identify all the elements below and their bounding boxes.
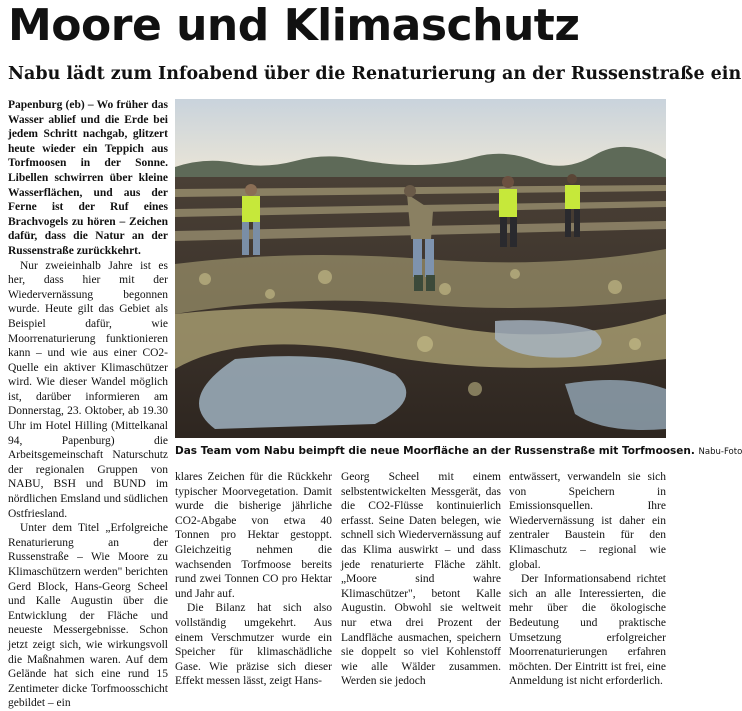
subheadline: Nabu lädt zum Infoabend über die Renaturierung an der Russenstraße ein bbox=[8, 64, 742, 84]
paragraph-3-continued: Georg Scheel mit einem selbstentwickelten Messgerät, das die CO2-Flüsse kontinuierlich erfasst. Seine Daten belegen, wie schnell sich Wiedervernässung auf das Klima auswirkt – und dass jede renaturierte Fläche zählt. „Moore sind wahre Klimaschützer", betont Kalle Augustin. Obwohl sie weltweit nur etwa drei Prozent der Landfläche ausmachen, speichern sie doppelt so viel Kohlenstoff wie alle Wälder zusammen. Werden sie jedoch bbox=[341, 471, 501, 688]
paragraph-3-end: entwässert, verwandeln sie sich von Speichern in Emissionsquellen. Ihre Wiedervernässung ist daher ein zentraler Baustein für den Klimaschutz – regional wie global. bbox=[509, 471, 666, 571]
paragraph-4: Der Informationsabend richtet sich an alle Interessierten, die mehr über die ökologische Bedeutung und praktische Umsetzung erfolgreicher Moorrenaturierungen erfahren möchten. Der Eintritt ist frei, eine Anmeldung ist nicht erforderlich. bbox=[509, 573, 666, 688]
paragraph-2-continued: klares Zeichen für die Rückkehr typischer Moorvegetation. Damit wurde die bisherige jährliche CO2-Abgabe von etwa 40 Tonnen pro Hektar gestoppt. Gleichzeitig nehmen die wachsenden Torfmoose bereits rund zwei Tonnen CO pro Hektar und Jahr auf. bbox=[175, 471, 332, 600]
article-column-2 bbox=[175, 470, 332, 689]
article-column-4 bbox=[509, 470, 666, 689]
headline: Moore und Klimaschutz bbox=[8, 0, 580, 51]
moor-photo-illustration bbox=[175, 99, 666, 438]
article-column-3 bbox=[341, 470, 501, 689]
paragraph-2: Unter dem Titel „Erfolgreiche Renaturierung an der Russenstraße – Wie Moore zu Klimaschützern werden" berichten Gerd Block, Hans-Georg Scheel und Kalle Augustin über die Entwicklung der Fläche und neueste Messergebnisse. Schon jetzt zeigt sich, wie wirkungsvoll die Maßnahmen waren. Auf dem Gelände hat sich eine rund 15 Zentimeter dicke Torfmoosschicht gebildet – ein bbox=[8, 522, 168, 710]
article-photo bbox=[175, 99, 666, 438]
paragraph-1: Nur zweieinhalb Jahre ist es her, dass hier mit der Wiedervernässung begonnen wurde. Heute gilt das Gebiet als Beispiel dafür, wie Moorrenaturierung funktionieren kann – und wie aus einer CO2-Quelle ein aktiver Klimaschützer wird. Wie dieser Wandel möglich ist, darüber informieren am Donnerstag, 23. Oktober, ab 19.30 Uhr im Hotel Hilling (Mittelkanal 94, Papenburg) die Arbeitsgemeinschaft Naturschutz der regionalen Gruppen von NABU, BSH und BUND im nördlichen Emsland und südlichen Ostfriesland. bbox=[8, 259, 168, 520]
article-column-1 bbox=[8, 98, 168, 711]
paragraph-3: Die Bilanz hat sich also vollständig umgekehrt. Aus einem Verschmutzer wurde ein Speicher für klimaschädliche Gase. Wie präzise sich dieser Effekt messen lässt, zeigt Hans- bbox=[175, 602, 332, 688]
lead-paragraph: Papenburg (eb) – Wo früher das Wasser ablief und die Erde bei jedem Schritt nachgab, glitzert heute wieder ein Teppich aus Torfmoosen in der Sonne. Libellen schwirren über kleine Wasserflächen, und aus der Ferne ist der Ruf eines Brachvogels zu hören – Zeichen dafür, dass die Natur an der Russenstraße zurückkehrt. bbox=[8, 99, 168, 257]
photo-caption bbox=[175, 445, 742, 457]
photo-credit: Nabu-Foto bbox=[698, 447, 742, 457]
caption-text: Das Team vom Nabu beimpft die neue Moorfläche an der Russenstraße mit Torfmoosen. bbox=[175, 445, 695, 457]
